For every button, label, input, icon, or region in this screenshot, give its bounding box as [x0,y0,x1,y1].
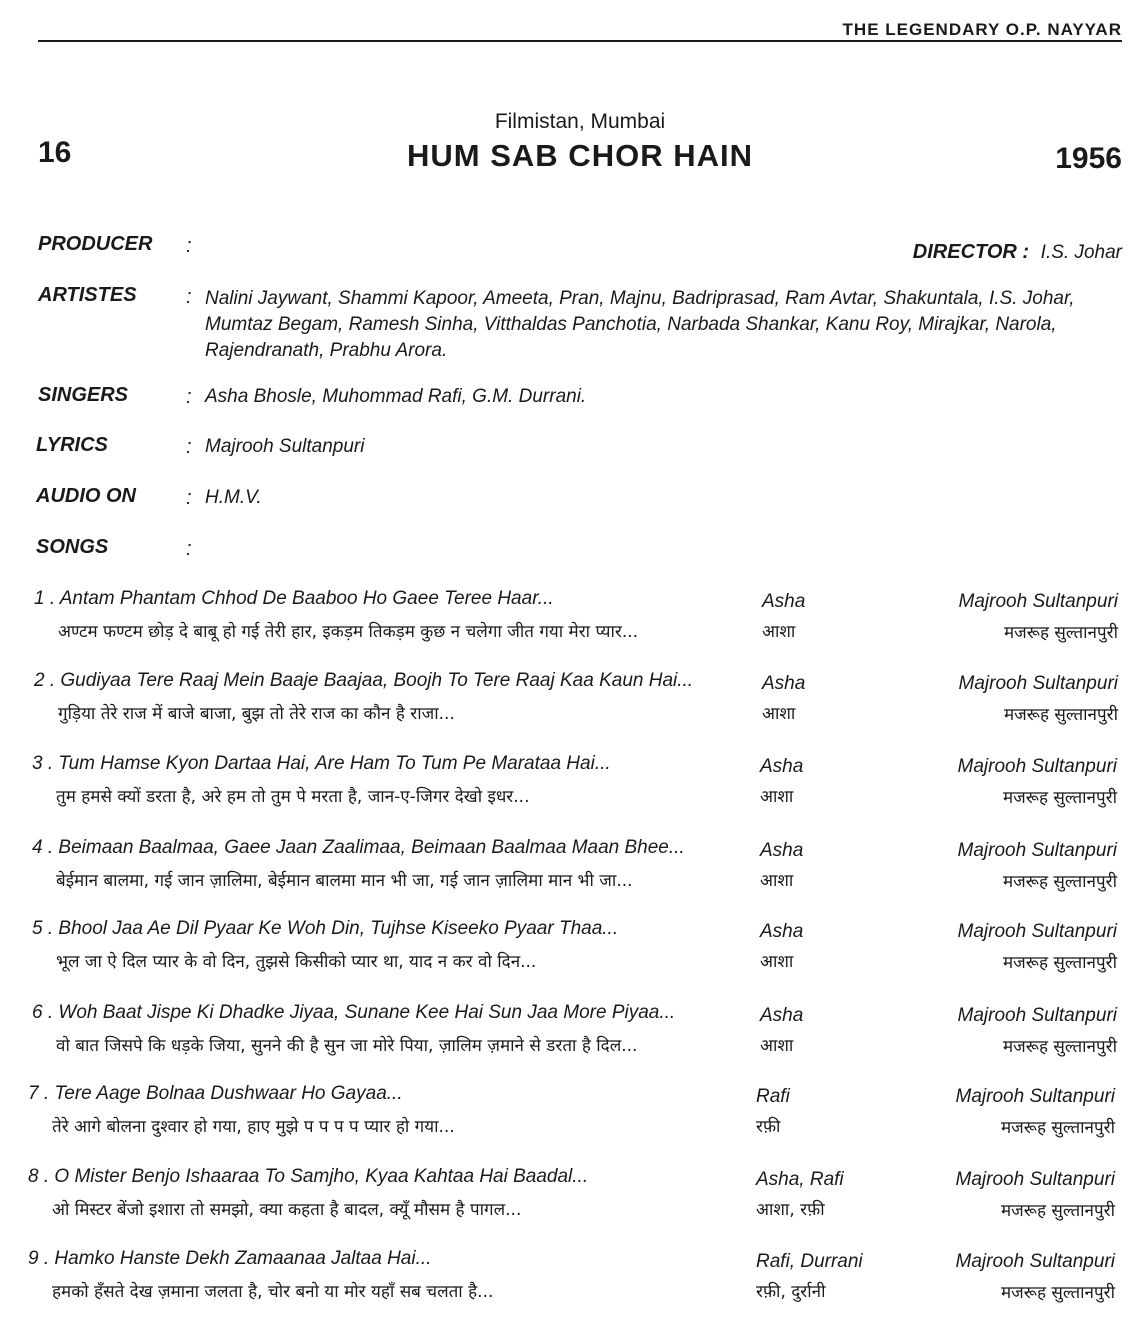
song-number: 7 . [28,1083,50,1104]
songs-colon: : [186,538,192,560]
song-title-hi: गुड़िया तेरे राज में बाजे बाजा, बुझ तो तेरे राज का कौन है राजा... [58,704,455,724]
lyrics-label: LYRICS [36,434,108,456]
artistes-line: Nalini Jaywant, Shammi Kapoor, Ameeta, Pran, Majnu, Badriprasad, Ram Avtar, Shakuntala, I.S. Johar, [205,288,1075,309]
producer-colon: : [186,235,192,257]
song-lyricist-hi: मजरूह सुल्तानपुरी [1003,705,1118,725]
song-title: Tum Hamse Kyon Dartaa Hai, Are Ham To Tum Pe Marataa Hai... [58,753,611,774]
song-title: Beimaan Baalmaa, Gaee Jaan Zaalimaa, Beimaan Baalmaa Maan Bhee... [58,837,685,858]
song-lyricist-hi: मजरूह सुल्तानपुरी [1002,788,1117,808]
studio: Filmistan, Mumbai [494,110,666,133]
song-title-en [32,837,685,859]
song-lyricist-hi: मजरूह सुल्तानपुरी [1002,953,1117,973]
song-lyricist: Majrooh Sultanpuri [957,921,1117,942]
song-singer-hi: आशा [760,871,794,891]
lyrics-colon: : [186,436,192,458]
song-title-en [28,1166,588,1188]
song-number: 8 . [28,1166,50,1187]
song-title-en [34,670,693,692]
director-block [913,240,1122,266]
song-lyricist-hi: मजरूह सुल्तानपुरी [1003,623,1118,643]
song-title-hi: वो बात जिसपे कि धड़के जिया, सुनने की है सुन जा मोरे पिया, ज़ालिम ज़माने से डरता है दिल... [56,1036,638,1056]
song-singer: Asha [760,1005,804,1026]
song-title-en [32,1002,675,1024]
song-number: 3 . [32,753,54,774]
song-lyricist: Majrooh Sultanpuri [957,840,1117,861]
song-lyricist-hi: मजरूह सुल्तानपुरी [1000,1283,1115,1303]
song-singer-hi: आशा [762,622,796,642]
song-number: 5 . [32,918,54,939]
song-title-hi: तुम हमसे क्यों डरता है, अरे हम तो तुम पे मरता है, जान-ए-जिगर देखो इधर... [56,787,530,807]
song-singer-hi: आशा [760,952,794,972]
film-number: 16 [38,136,72,169]
song-title: O Mister Benjo Ishaaraa To Samjho, Kyaa Kahtaa Hai Baadal... [54,1166,589,1187]
song-singer: Asha [760,921,804,942]
lyrics-value: Majrooh Sultanpuri [205,436,365,457]
header-divider [38,40,1122,42]
song-title-en [32,753,611,775]
song-lyricist: Majrooh Sultanpuri [957,756,1117,777]
artistes-label: ARTISTES [38,284,137,306]
song-title-en [32,918,618,940]
song-title-hi: हमको हँसते देख ज़माना जलता है, चोर बनो या मोर यहाँ सब चलता है... [52,1282,494,1302]
song-number: 1 . [34,588,56,609]
song-title: Tere Aage Bolnaa Dushwaar Ho Gayaa... [54,1083,403,1104]
song-title: Bhool Jaa Ae Dil Pyaar Ke Woh Din, Tujhse Kiseeko Pyaar Thaa... [58,918,619,939]
song-singer-hi: आशा, रफ़ी [756,1200,825,1220]
song-title: Woh Baat Jispe Ki Dhadke Jiyaa, Sunane Kee Hai Sun Jaa More Piyaa... [58,1002,676,1023]
song-lyricist: Majrooh Sultanpuri [955,1251,1115,1272]
producer-label: PRODUCER [38,233,153,255]
singers-value: Asha Bhosle, Muhommad Rafi, G.M. Durrani. [205,386,587,407]
film-year: 1956 [1055,142,1122,175]
song-title-en [28,1083,403,1105]
song-singer: Asha [762,591,806,612]
song-title-en [34,588,554,610]
artistes-line: Rajendranath, Prabhu Arora. [205,340,448,361]
song-number: 2 . [34,670,56,691]
song-singer-hi: आशा [760,1036,794,1056]
song-lyricist: Majrooh Sultanpuri [955,1169,1115,1190]
audio-colon: : [186,487,192,509]
song-singer-hi: रफ़ी, दुर्रानी [756,1282,826,1302]
song-lyricist-hi: मजरूह सुल्तानपुरी [1002,1037,1117,1057]
song-lyricist: Majrooh Sultanpuri [958,673,1118,694]
song-lyricist-hi: मजरूह सुल्तानपुरी [1000,1118,1115,1138]
song-singer: Asha [762,673,806,694]
song-lyricist-hi: मजरूह सुल्तानपुरी [1000,1201,1115,1221]
song-singer-hi: आशा [762,704,796,724]
audio-value: H.M.V. [205,487,262,508]
song-lyricist-hi: मजरूह सुल्तानपुरी [1002,872,1117,892]
song-singer-hi: आशा [760,787,794,807]
artistes-line: Mumtaz Begam, Ramesh Sinha, Vitthaldas Panchotia, Narbada Shankar, Kanu Roy, Mirajkar, Narola, [205,314,1057,335]
song-title-hi: बेईमान बालमा, गई जान ज़ालिमा, बेईमान बालमा मान भी जा, गई जान ज़ालिमा मान भी जा... [56,871,633,891]
director-label: DIRECTOR : [912,241,1030,263]
song-title: Hamko Hanste Dekh Zamaanaa Jaltaa Hai... [54,1248,432,1269]
song-singer: Rafi [756,1086,790,1107]
song-singer: Rafi, Durrani [756,1251,863,1272]
audio-label: AUDIO ON [36,485,136,507]
song-title: Antam Phantam Chhod De Baaboo Ho Gaee Teree Haar... [59,588,554,609]
song-title-en [28,1248,431,1270]
song-title-hi: तेरे आगे बोलना दुश्वार हो गया, हाए मुझे प प प प प्यार हो गया... [52,1117,455,1137]
artistes-colon: : [186,286,192,308]
song-lyricist: Majrooh Sultanpuri [955,1086,1115,1107]
song-title-hi: भूल जा ऐ दिल प्यार के वो दिन, तुझसे किसीको प्यार था, याद न कर वो दिन... [56,952,537,972]
singers-label: SINGERS [38,384,129,406]
song-title: Gudiyaa Tere Raaj Mein Baaje Baajaa, Boojh To Tere Raaj Kaa Kaun Hai... [60,670,694,691]
singers-colon: : [186,386,192,408]
song-singer: Asha [760,840,804,861]
song-singer: Asha [760,756,804,777]
song-singer-hi: रफ़ी [756,1117,781,1137]
film-title: HUM SAB CHOR HAIN [407,138,753,173]
artistes-value [205,286,1125,364]
song-number: 4 . [32,837,54,858]
book-title: THE LEGENDARY O.P. NAYYAR [842,20,1122,39]
song-lyricist: Majrooh Sultanpuri [957,1005,1117,1026]
song-number: 6 . [32,1002,54,1023]
song-title-hi: अण्टम फण्टम छोड़ दे बाबू हो गई तेरी हार, इकड़म तिकड़म कुछ न चलेगा जीत गया मेरा प्यार... [58,622,639,642]
song-title-hi: ओ मिस्टर बेंजो इशारा तो समझो, क्या कहता है बादल, क्यूँ मौसम है पागल... [52,1200,522,1220]
song-lyricist: Majrooh Sultanpuri [958,591,1118,612]
songs-label: SONGS [36,536,109,558]
song-number: 9 . [28,1248,50,1269]
song-singer: Asha, Rafi [756,1169,844,1190]
director-value: I.S. Johar [1040,242,1122,263]
